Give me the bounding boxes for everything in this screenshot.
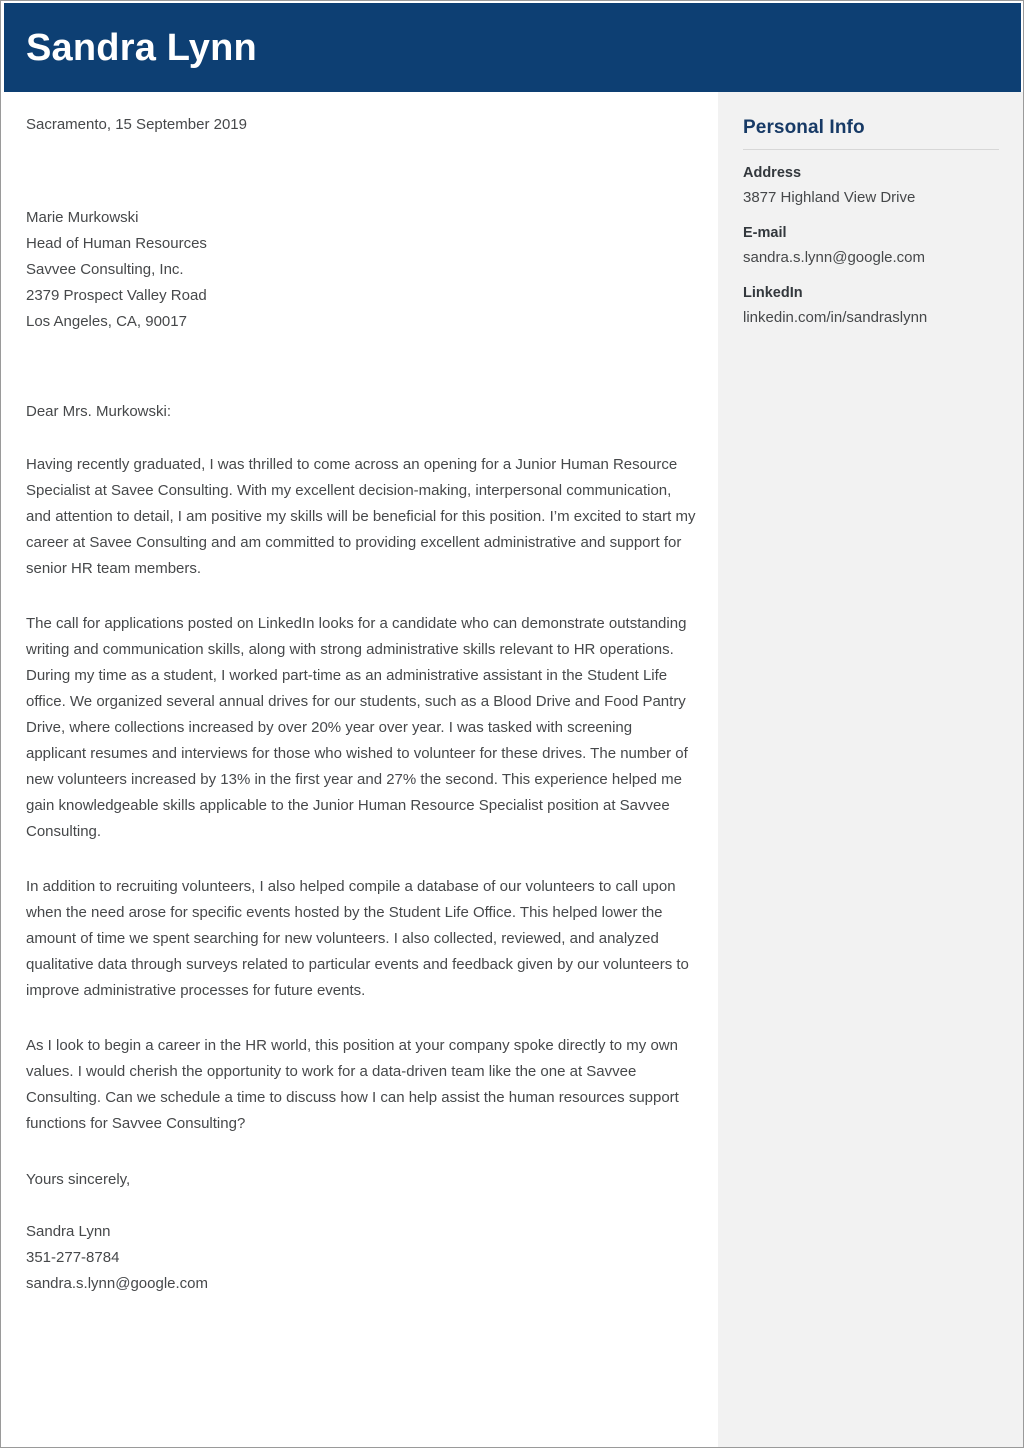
date-line: Sacramento, 15 September 2019 <box>26 116 247 133</box>
info-value: linkedin.com/in/sandraslynn <box>743 309 928 326</box>
body-paragraph: Having recently graduated, I was thrilled to come across an opening for a Junior Human Resource Specialist at Savee Consulting. With my excellent decision-making, interpersonal communication, and attention to detail, I am positive my skills will be beneficial for this position. I’m excited to start my career at Savee Consulting and am committed to providing excellent administrative and support for senior HR team members. <box>26 456 696 577</box>
info-label: E-mail <box>743 225 787 241</box>
salutation: Dear Mrs. Murkowski: <box>26 403 172 420</box>
signature-phone: 351-277-8784 <box>26 1249 120 1266</box>
recipient-address-block <box>26 205 696 335</box>
letter-body <box>26 92 696 1297</box>
closing-line: Yours sincerely, <box>26 1171 131 1188</box>
personal-info-sidebar <box>718 92 1024 1447</box>
recipient-line: 2379 Prospect Valley Road <box>26 287 207 304</box>
recipient-line: Savvee Consulting, Inc. <box>26 261 184 278</box>
body-paragraph: As I look to begin a career in the HR world, this position at your company spoke directly to my own values. I would cherish the opportunity to work for a data-driven team like the one at Savvee Consulting. Can we schedule a time to discuss how I can help assist the human resources support functions for Savvee Consulting? <box>26 1037 679 1132</box>
body-paragraph: In addition to recruiting volunteers, I also helped compile a database of our volunteers to call upon when the need arose for specific events hosted by the Student Life Office. This helped lower the amount of time we spent searching for new volunteers. I also collected, reviewed, and analyzed qualitative data through surveys related to particular events and feedback given by our volunteers to improve administrative processes for future events. <box>26 878 689 999</box>
sidebar-heading-divider <box>743 149 999 150</box>
recipient-line: Head of Human Resources <box>26 235 207 252</box>
info-group-email <box>743 223 1001 268</box>
info-value: 3877 Highland View Drive <box>743 189 916 206</box>
info-group-address <box>743 163 1001 208</box>
info-group-linkedin <box>743 283 1001 328</box>
signature-block <box>26 1219 696 1297</box>
recipient-line: Marie Murkowski <box>26 209 139 226</box>
header-band <box>4 3 1021 92</box>
info-label: LinkedIn <box>743 285 803 301</box>
info-value: sandra.s.lynn@google.com <box>743 249 925 266</box>
sidebar-heading: Personal Info <box>743 117 865 138</box>
info-label: Address <box>743 165 802 181</box>
signature-email: sandra.s.lynn@google.com <box>26 1275 208 1292</box>
page-title: Sandra Lynn <box>26 27 257 69</box>
body-paragraph: The call for applications posted on LinkedIn looks for a candidate who can demonstrate outstanding writing and communication skills, along with strong administrative skills relevant to HR operations. During my time as a student, I worked part-time as an administrative assistant in the Student Life office. We organized several annual drives for our students, such as a Blood Drive and Food Pantry Drive, where collections increased by over 20% year over year. I was tasked with screening applicant resumes and interviews for those who wished to volunteer for these drives. The number of new volunteers increased by 13% in the first year and 27% the second. This experience helped me gain knowledgeable skills applicable to the Junior Human Resource Specialist position at Savvee Consulting. <box>26 615 688 840</box>
signature-name: Sandra Lynn <box>26 1223 111 1240</box>
recipient-line: Los Angeles, CA, 90017 <box>26 313 187 330</box>
